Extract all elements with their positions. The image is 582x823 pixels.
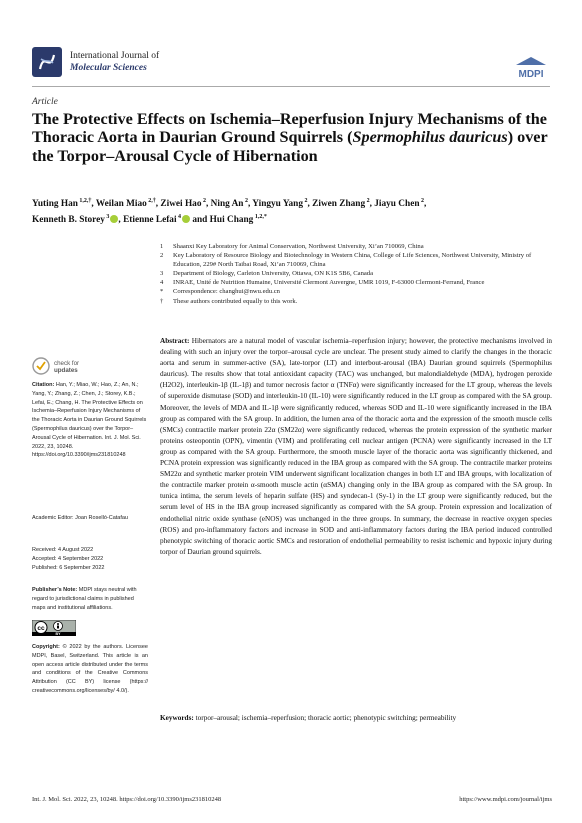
- affiliation-row: [160, 242, 560, 251]
- author-name: Ziwen Zhang: [312, 199, 366, 210]
- keywords-label: Keywords:: [160, 714, 194, 722]
- date-received: Received: 4 August 2022: [32, 547, 94, 553]
- author-affiliation-marks: 2,†: [146, 198, 156, 204]
- article-title: [32, 110, 552, 165]
- title-text-1: The Protective Effects on Ischemia–Reperfusion Injury Mechanisms of the Thoracic Aorta in Daurian Ground Squirrels (: [32, 110, 547, 147]
- affiliation-mark: 2: [160, 252, 164, 260]
- author-affiliation-marks: 1,2,†: [77, 198, 92, 204]
- affiliation-mark: †: [160, 297, 164, 305]
- citation-label: Citation:: [32, 382, 55, 388]
- affiliation-row: [160, 287, 560, 296]
- author-name: Yingyu Yang: [252, 199, 303, 210]
- author-list: [32, 195, 552, 227]
- author-name: Weilan Miao: [95, 199, 147, 210]
- abstract: [160, 336, 552, 558]
- author-name: Jiayu Chen: [374, 199, 420, 210]
- affiliation-row: [160, 297, 560, 306]
- footer-citation: Int. J. Mol. Sci. 2022, 23, 10248. https://doi.org/10.3390/ijms231810248: [32, 796, 222, 803]
- publisher-note: [32, 586, 148, 612]
- affiliation-text: Department of Biology, Carleton University, Ottawa, ON K1S 5B6, Canada: [173, 270, 374, 278]
- header-divider: [32, 86, 550, 87]
- affiliation-mark: 1: [160, 243, 164, 250]
- author-name: Ziwei Hao: [160, 199, 202, 210]
- abstract-label: Abstract:: [160, 337, 190, 345]
- author-separator: ,: [307, 199, 313, 210]
- check-updates-line1: check for: [54, 360, 80, 367]
- author-name: Yuting Han: [32, 199, 78, 210]
- title-text-2: ) over the Torpor–Arousal Cycle of Hibernation: [32, 128, 548, 165]
- affiliation-text: These authors contributed equally to this work.: [173, 297, 298, 305]
- author-affiliation-marks: 2: [201, 198, 206, 204]
- author-name: Etienne Lefai: [123, 215, 177, 226]
- author-separator: ,: [247, 199, 253, 210]
- publisher-name: MDPI: [518, 69, 544, 80]
- affiliation-mark: 4: [160, 279, 164, 287]
- citation-text: Han, Y.; Miao, W.; Hao, Z.; An, N.; Yang, Y.; Zhang, Z.; Chen, J.; Storey, K.B.; Lefai, E.; Chang, H. The Protective Effects on Ischemia–Reperfusion Injury Mechanisms of the Thoracic Aorta in Daurian Ground Squirrels (Spermophilus dauricus) over the Torpor–Arousal Cycle of Hibernation. Int. J. Mol. Sci. 2022, 23, 10248. https://doi.org/10.3390/ijms231810248: [32, 382, 147, 459]
- date-accepted: Accepted: 4 September 2022: [32, 555, 104, 562]
- cc-mark: cc: [37, 625, 45, 632]
- by-mark: BY: [55, 632, 61, 636]
- author-separator: and: [190, 215, 210, 226]
- author-name: Kenneth B. Storey: [32, 215, 105, 226]
- author-affiliation-marks: 2: [303, 198, 308, 204]
- author-name: Ning An: [210, 199, 244, 210]
- journal-name: [70, 50, 159, 74]
- author-affiliation-marks: 2: [419, 198, 424, 204]
- author-name: Hui Chang: [209, 215, 254, 226]
- affiliation-row: [160, 278, 560, 287]
- affiliation-row: [160, 269, 560, 278]
- author-separator: ,: [424, 199, 427, 210]
- journal-name-line1: International Journal of: [70, 51, 160, 61]
- publisher-note-label: Publisher’s Note:: [32, 587, 78, 593]
- cc-by-license-icon[interactable]: [32, 620, 76, 636]
- affiliation-text: Key Laboratory of Resource Biology and Biotechnology in Western China, College of Life Sciences, Northwest University, Ministry of Education, 229# North Taibai Road, Xi’an 710069, China: [173, 252, 532, 269]
- article-type: Article: [32, 97, 58, 107]
- check-updates-line2: updates: [54, 367, 78, 374]
- date-published: Published: 6 September 2022: [32, 564, 105, 571]
- affiliation-text: Shaanxi Key Laboratory for Animal Conservation, Northwest University, Xi’an 710069, China: [173, 243, 424, 250]
- affiliation-mark: *: [160, 288, 164, 296]
- mdpi-logo-icon: [514, 55, 548, 81]
- copyright: [32, 643, 148, 696]
- academic-editor: Academic Editor: Joan Roselló-Catafau: [32, 515, 128, 521]
- author-separator: ,: [205, 199, 211, 210]
- keywords-text: torpor–arousal; ischemia–reperfusion; thoracic aortic; phenotypic switching; permeability: [195, 714, 457, 722]
- journal-logo-icon: [32, 47, 62, 77]
- citation: [32, 381, 148, 460]
- author-affiliation-marks: 4: [176, 214, 182, 221]
- author-affiliation-marks: 1,2,*: [253, 214, 267, 221]
- affiliation-text: INRAE, Unité de Nutrition Humaine, Université Clermont Auvergne, UMR 1019, F-63000 Clermont-Ferrand, France: [173, 279, 485, 287]
- copyright-label: Copyright:: [32, 644, 60, 650]
- keywords: [160, 713, 552, 724]
- title-species: Spermophilus dauricus: [352, 128, 508, 147]
- dates: [32, 546, 148, 572]
- abstract-text: Hibernators are a natural model of vascular ischemia–reperfusion injury; however, the protective mechanisms involved in dealing with such an injury over the torpor–arousal cycle are unclear. The present study aimed to clarify the changes in the thoracic aorta and serum in summer-active (SA), late-torpor (LT) and interbout-arousal (IBA) Daurian ground squirrels (Spermophilus dauricus). The results show that total antioxidant capacity (TAC) was unchanged, but malondialdehyde (MDA), hydrogen peroxide (H2O2), interleukin-1β (IL-1β) and tumor necrosis factor α (TNFα) were significantly increased for the LT group, whereas the levels of superoxide dismutase (SOD) and interleukin-10 (IL-10) were significantly reduced in the LT group as compared with the SA group. Moreover, the levels of MDA and IL-1β were significantly reduced, whereas SOD and IL-10 were significantly increased in the IBA group as compared with the SA group. In addition, the lumen area of the thoracic aorta and the expression of the smooth muscle cells (SMCs) contractile marker protein 22α (SM22α) were significantly reduced, whereas the protein expression of the synthetic marker proteins osteopontin (OPN), vimentin (VIM) and proliferating cell nuclear antigen (PCNA) were significantly increased in the LT group as compared with the SA group. Furthermore, the smooth muscle layer of the thoracic aorta was significantly thickened, and PCNA protein expression was significantly reduced in the IBA group as compared with the SA group. The contractile marker proteins SM22α and synthetic marker protein VIM underwent significant localization changes in both LT and IBA groups, with localization of the contractile marker protein α-smooth muscle actin (αSMA) changing only in the IBA group as compared with the SA group. In tunica intima, the serum levels of heparin sulfate (HS) and syndecan-1 (Sy-1) in the LT group were significantly reduced, but the serum level of HS in the IBA group increased significantly as compared with the SA group. Protein expression and localization of endothelial nitric oxide synthase (eNOS) was unchanged in the three groups. In summary, the decrease in reactive oxygen species (ROS) and pro-inflammatory factors and increase in SOD and anti-inflammatory factors during the IBA period induced controlled phenotypic switching of thoracic aortic SMCs and restoration of endothelial permeability to resist ischemic and hypoxic injury during torpor of Daurian ground squirrels.: [160, 337, 553, 556]
- author-separator: ,: [118, 215, 124, 226]
- author-separator: ,: [155, 199, 161, 210]
- check-for-updates-icon[interactable]: [32, 355, 50, 377]
- author-separator: ,: [369, 199, 375, 210]
- author-affiliation-marks: 3: [104, 214, 110, 221]
- author-affiliation-marks: 2: [365, 198, 370, 204]
- check-for-updates[interactable]: [54, 360, 79, 374]
- footer-journal-link[interactable]: https://www.mdpi.com/journal/ijms: [459, 796, 552, 803]
- affiliation-mark: 3: [160, 270, 164, 278]
- affiliation-row: [160, 251, 560, 269]
- publisher-note-text: MDPI stays neutral with regard to jurisdictional claims in published maps and institutional affiliations.: [32, 587, 137, 611]
- author-separator: ,: [91, 199, 96, 210]
- orcid-icon[interactable]: [182, 215, 190, 223]
- journal-name-line2: Molecular Sciences: [70, 63, 147, 73]
- affiliation-text: Correspondence: changhui@nwu.edu.cn: [173, 288, 280, 296]
- affiliations: [160, 242, 560, 306]
- author-affiliation-marks: 2: [243, 198, 248, 204]
- copyright-text: © 2022 by the authors. Licensee MDPI, Basel, Switzerland. This article is an open access article distributed under the terms and conditions of the Creative Commons Attribution (CC BY) license (https:// creativecommons.org/licenses/by/ 4.0/).: [32, 644, 148, 694]
